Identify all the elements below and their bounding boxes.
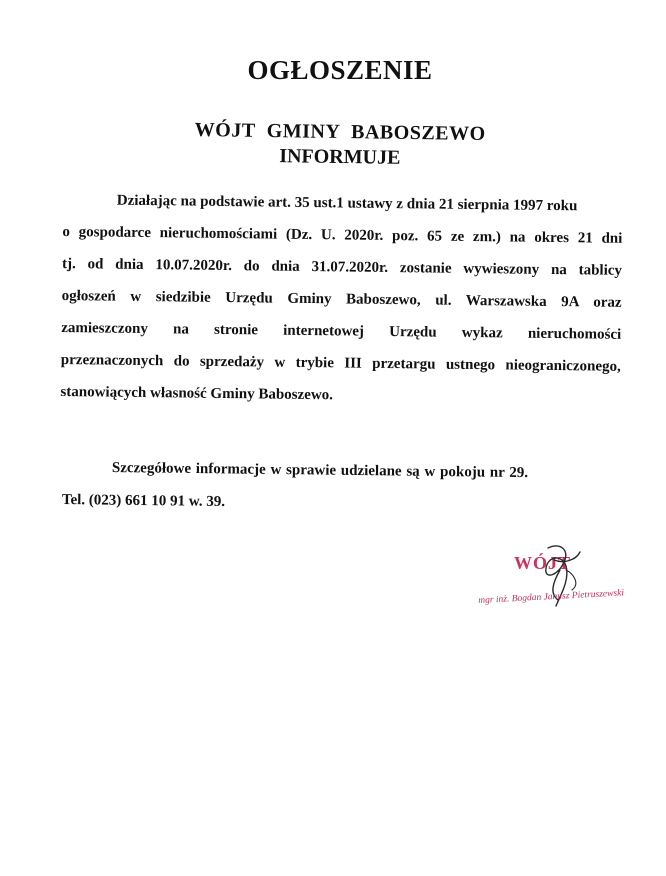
- body-line: tj. od dnia 10.07.2020r. do dnia 31.07.2020r. zostanie wywieszony na tablicy: [61, 255, 623, 279]
- document-subtitle: [150, 117, 531, 172]
- announcement-body: [60, 184, 623, 415]
- document-title: OGŁOSZENIE: [247, 55, 433, 85]
- phone-line: Tel. (023) 661 10 91 w. 39.: [61, 492, 226, 510]
- subtitle-line-1: WÓJT GMINY BABOSZEWO: [194, 118, 486, 146]
- body-line: zamieszczony na stronie internetowej Urzędu wykaz nieruchomości: [61, 319, 622, 343]
- stamp-title: WÓJT: [514, 553, 572, 573]
- details-paragraph: Szczegółowe informacje w sprawie udzielane są w pokoju nr 29.: [111, 460, 529, 482]
- body-line: ogłoszeń w siedzibie Urzędu Gminy Baboszewo, ul. Warszawska 9A oraz: [61, 287, 622, 311]
- body-line: o gospodarce nieruchomościami (Dz. U. 2020r. poz. 65 ze zm.) na okres 21 dni: [62, 223, 623, 247]
- stamp-official-name: mgr inż. Bogdan Janusz Pietruszewski: [478, 588, 625, 606]
- subtitle-line-2: INFORMUJE: [279, 145, 401, 169]
- official-stamp: [470, 540, 640, 620]
- body-line: przeznaczonych do sprzedaży w trybie III przetargu ustnego nieograniczonego,: [60, 351, 621, 375]
- body-line: stanowiących własność Gminy Baboszewo.: [60, 383, 334, 404]
- body-line: Działając na podstawie art. 35 ust.1 ustawy z dnia 21 sierpnia 1997 roku: [116, 192, 578, 215]
